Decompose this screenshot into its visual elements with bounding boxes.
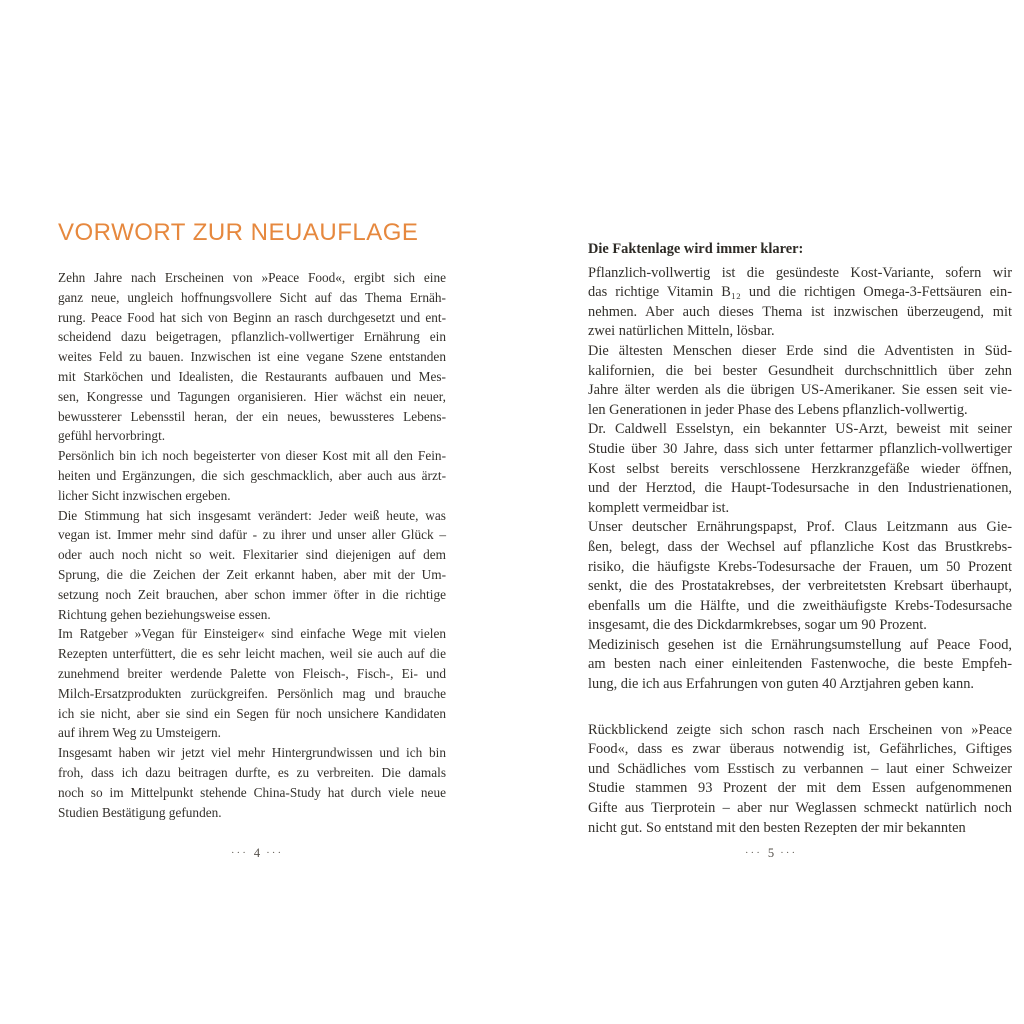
page-footer-right [671, 846, 871, 861]
text-line: heiten und Ergänzungen, die sich geschmacklich, aber auch aus ärzt- [58, 467, 446, 483]
text-line: Pflanzlich-vollwertig ist die gesündeste Kost-Variante, sofern wir [588, 264, 1012, 281]
text-line: Food«, dass es zwar überaus notwendig ist, Gefährliches, Giftiges [588, 741, 1012, 758]
text-line: Persönlich bin ich noch begeisterter von dieser Kost mit all den Fein- [58, 448, 446, 464]
text-line: Kost selbst bereits verschlossene Herzkranzgefäße wieder öffnen, [588, 460, 1012, 477]
text-line: nicht gut. So entstand mit den besten Rezepten der mir bekannten [588, 819, 966, 836]
text-line: Rückblickend zeigte sich schon rasch nach Erscheinen von »Peace [588, 721, 1012, 738]
text-line: und Schädliches vom Esstisch zu verbannen – laut einer Schweizer [588, 760, 1012, 777]
text-line: Studie über 30 Jahre, dass sich unter fettarmer pflanzlich-vollwertiger [588, 440, 1012, 457]
text-line: len Generationen in jeder Phase des Lebens pflanzlich-vollwertig. [588, 401, 968, 418]
text-line: Gifte aus Tierprotein – aber nur Weglassen schmeckt natürlich noch [588, 800, 1012, 817]
text-line: Studien Bestätigung gefunden. [58, 804, 222, 820]
text-line: sen, Kongresse und Tagungen organisieren. Hier wächst ein neuer, [58, 388, 446, 404]
text-line: Zehn Jahre nach Erscheinen von »Peace Food«, ergibt sich eine [58, 270, 446, 285]
chapter-title: VORWORT ZUR NEUAUFLAGE [58, 219, 419, 246]
footer-dots: ··· [230, 847, 248, 859]
text-line: Insgesamt haben wir jetzt viel mehr Hintergrundwissen und ich bin [58, 745, 446, 761]
page-number: 4 [253, 846, 261, 860]
text-line: risiko, die häufigste Krebs-Todesursache der Frauen, um 50 Prozent [588, 558, 1012, 575]
text-line: Die ältesten Menschen dieser Erde sind die Adventisten in Süd- [588, 342, 1012, 359]
text-line: vegan ist. Immer mehr sind dafür - zu ihrer und unser aller Glück – [58, 527, 446, 543]
text-line: am besten nach einer einleitenden Fastenwoche, die beste Empfeh- [588, 656, 1012, 673]
footer-dots: ··· [744, 847, 762, 859]
text-line: Im Ratgeber »Vegan für Einsteiger« sind einfache Wege mit vielen [58, 626, 446, 642]
right-page-paragraphs [588, 264, 1012, 839]
text-line: bewussterer Lebensstil heran, der ein neues, bewussteres Lebens- [58, 408, 446, 424]
footer-dots: ··· [266, 847, 284, 859]
text-line: licher Sicht inzwischen ergeben. [58, 487, 231, 503]
paragraph-gap [588, 695, 1012, 721]
text-line: Sprung, die die Zeichen der Zeit erkannt haben, aber mit der Um- [58, 566, 446, 582]
text-line: oder auch noch nicht so weit. Flexitarier sind diejenigen auf dem [58, 547, 446, 563]
text-line: ganz neue, ungleich hoffnungsvollere Sicht auf das Thema Ernäh- [58, 289, 446, 305]
text-line: Dr. Caldwell Esselstyn, ein bekannter US-Arzt, beweist mit seiner [588, 421, 1012, 438]
text-line: ebenfalls um die Hälfte, und die zweithäufigste Krebs-Todesursache [588, 597, 1012, 614]
text-line: weites Feld zu bauen. Inzwischen ist eine vegane Szene entstanden [58, 349, 446, 365]
text-line: zwei natürlichen Mitteln, lösbar. [588, 323, 775, 340]
text-line: gefühl hervorbringt. [58, 428, 166, 444]
text-line: Medizinisch gesehen ist die Ernährungsumstellung auf Peace Food, [588, 636, 1012, 653]
text-line: Die Stimmung hat sich insgesamt verändert: Jeder weiß heute, was [58, 507, 446, 523]
left-page-body [58, 268, 446, 822]
text-line: auf ihrem Weg zu Umsteigern. [58, 725, 221, 741]
text-line: ich sie nicht, aber sie sind ein Segen für noch unsichere Kandidaten [58, 705, 446, 721]
text-line: komplett vermeidbar ist. [588, 499, 730, 516]
text-line: rung. Peace Food hat sich von Beginn an rasch durchgesetzt und ent- [58, 309, 446, 325]
text-line: Richtung gehen beziehungsweise essen. [58, 606, 271, 622]
text-line: lung, die ich aus Erfahrungen von guten 40 Arztjahren geben kann. [588, 676, 975, 693]
text-line: kalifornien, die bei bester Gesundheit durchschnittlich über zehn [588, 362, 1012, 379]
right-page-body [588, 240, 1012, 838]
text-line: Jahre älter werden als die übrigen US-Amerikaner. Sie essen seit vie- [588, 382, 1012, 399]
page-footer-left [157, 846, 357, 861]
text-line: insgesamt, die des Dickdarmkrebses, sogar um 90 Prozent. [588, 617, 927, 634]
text-line: froh, dass ich dazu beitragen durfte, es zu verbreiten. Die damals [58, 764, 446, 780]
text-line: mit Starköchen und Idealisten, die Restaurants aufbauen und Mes- [58, 368, 446, 384]
text-line: Milch-Ersatzprodukten zurückgreifen. Persönlich mag und brauche [58, 685, 446, 701]
section-heading: Die Faktenlage wird immer klarer: [588, 241, 804, 257]
text-line: Unser deutscher Ernährungspapst, Prof. Claus Leitzmann aus Gie- [588, 519, 1012, 536]
text-line: zunehmend breiter werdende Palette von Fleisch-, Fisch-, Ei- und [58, 665, 446, 681]
text-line: setzung noch Zeit brauchen, aber schon immer öfter in die richtige [58, 586, 446, 602]
footer-dots: ··· [780, 847, 798, 859]
text-line: senkt, die des Prostatakrebses, der verbreitetsten Krebsart überhaupt, [588, 578, 1012, 595]
text-line: noch so im Mittelpunkt stehende China-Study hat durch viele neue [58, 784, 446, 800]
text-line: Rezepten unterfüttert, die es sehr leicht machen, weil sie auch auf die [58, 646, 446, 662]
text-line: Studie stammen 93 Prozent der mit dem Essen aufgenommenen [588, 780, 1012, 797]
text-line: ßen, belegt, dass der Wechsel auf pflanzliche Kost das Brustkrebs- [588, 538, 1012, 555]
text-line: nehmen. Aber auch dieses Thema ist inzwischen überzeugend, mit [588, 303, 1012, 320]
text-line: das richtige Vitamin B₁₂ und die richtigen Omega-3-Fettsäuren ein- [588, 284, 1012, 301]
text-line: und der Herztod, die Haupt-Todesursache in den Industrienationen, [588, 480, 1012, 497]
text-line: scheidend dazu beigetragen, pflanzlich-vollwertiger Ernährung ein [58, 329, 446, 345]
page-number: 5 [767, 846, 775, 860]
